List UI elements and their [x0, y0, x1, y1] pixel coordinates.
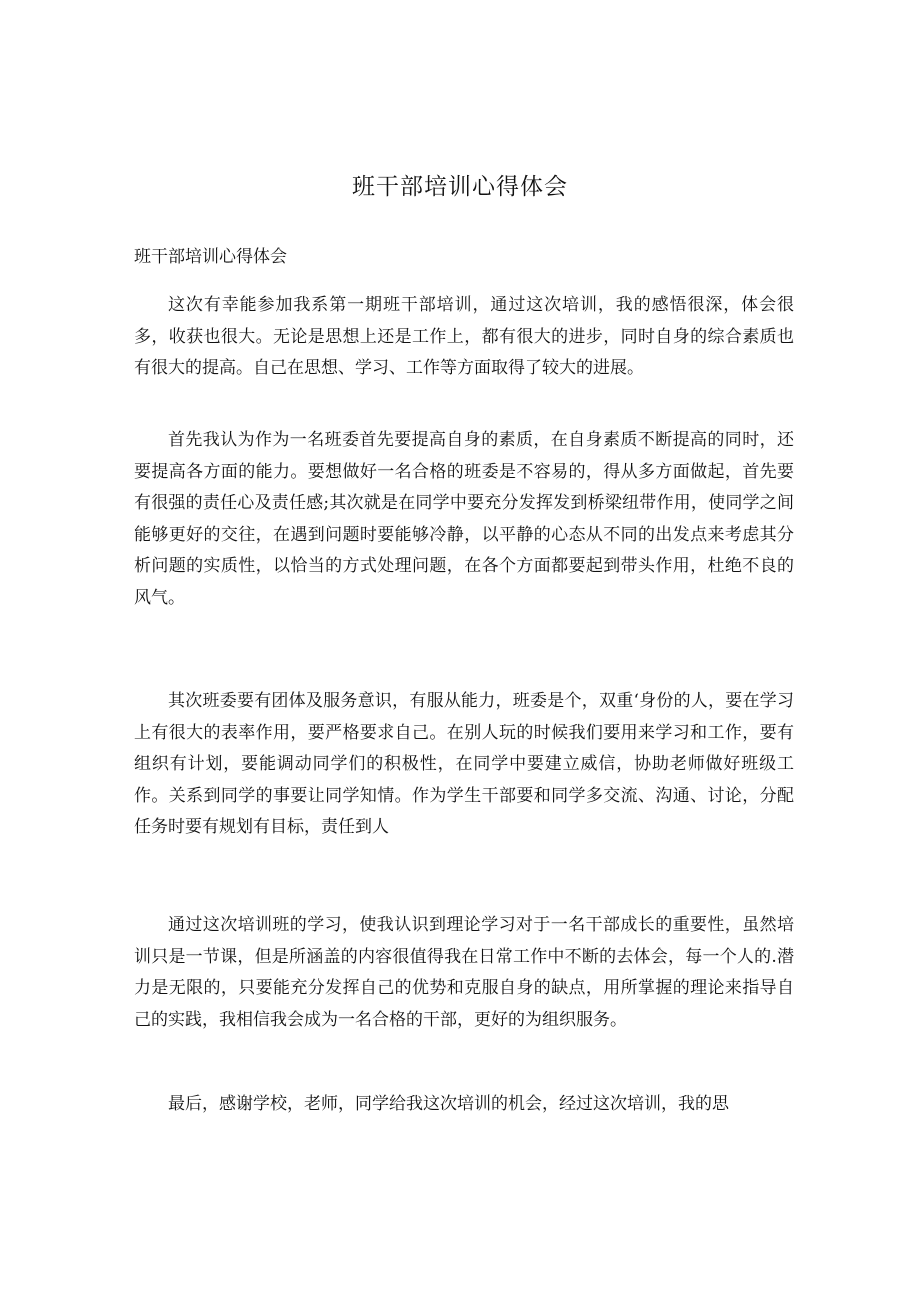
document-subtitle: 班干部培训心得体会: [134, 247, 287, 267]
document-title: 班干部培训心得体会: [352, 174, 568, 200]
paragraph-2: 首先我认为作为一名班委首先要提高自身的素质，在自身素质不断提高的同时，还要提高各方面的能力。要想做好一名合格的班委是不容易的，得从多方面做起，首先要有很强的责任心及责任感;其次就是在同学中要充分发挥发到桥梁纽带作用，使同学之间能够更好的交往，在遇到问题时要能够冷静，以平静的心态从不同的出发点来考虑其分析问题的实质性，以恰当的方式处理问题，在各个方面都要起到带头作用，杜绝不良的风气。: [134, 430, 794, 608]
paragraph-1: 这次有幸能参加我系第一期班干部培训，通过这次培训，我的感悟很深，体会很多，收获也很大。无论是思想上还是工作上，都有很大的进步，同时自身的综合素质也有很大的提高。自己在思想、学习、工作等方面取得了较大的进展。: [134, 295, 794, 378]
paragraph-5: 最后，感谢学校，老师，同学给我这次培训的机会，经过这次培训，我的思: [168, 1094, 729, 1114]
paragraph-4: 通过这次培训班的学习，使我认识到理论学习对于一名干部成长的重要性，虽然培训只是一节课，但是所涵盖的内容很值得我在日常工作中不断的去体会，每一个人的.潜力是无限的，只要能充分发挥自己的优势和克服自身的缺点，用所掌握的理论来指导自己的实践，我相信我会成为一名合格的干部，更好的为组织服务。: [134, 915, 794, 1030]
paragraph-3: 其次班委要有团体及服务意识，有服从能力，班委是个，双重‘身份的人，要在学习上有很大的表率作用，要严格要求自己。在别人玩的时候我们要用来学习和工作，要有组织有计划，要能调动同学们的积极性，在同学中要建立威信，协助老师做好班级工作。关系到同学的事要让同学知情。作为学生干部要和同学多交流、沟通、讨论，分配任务时要有规划有目标，责任到人: [134, 691, 794, 837]
